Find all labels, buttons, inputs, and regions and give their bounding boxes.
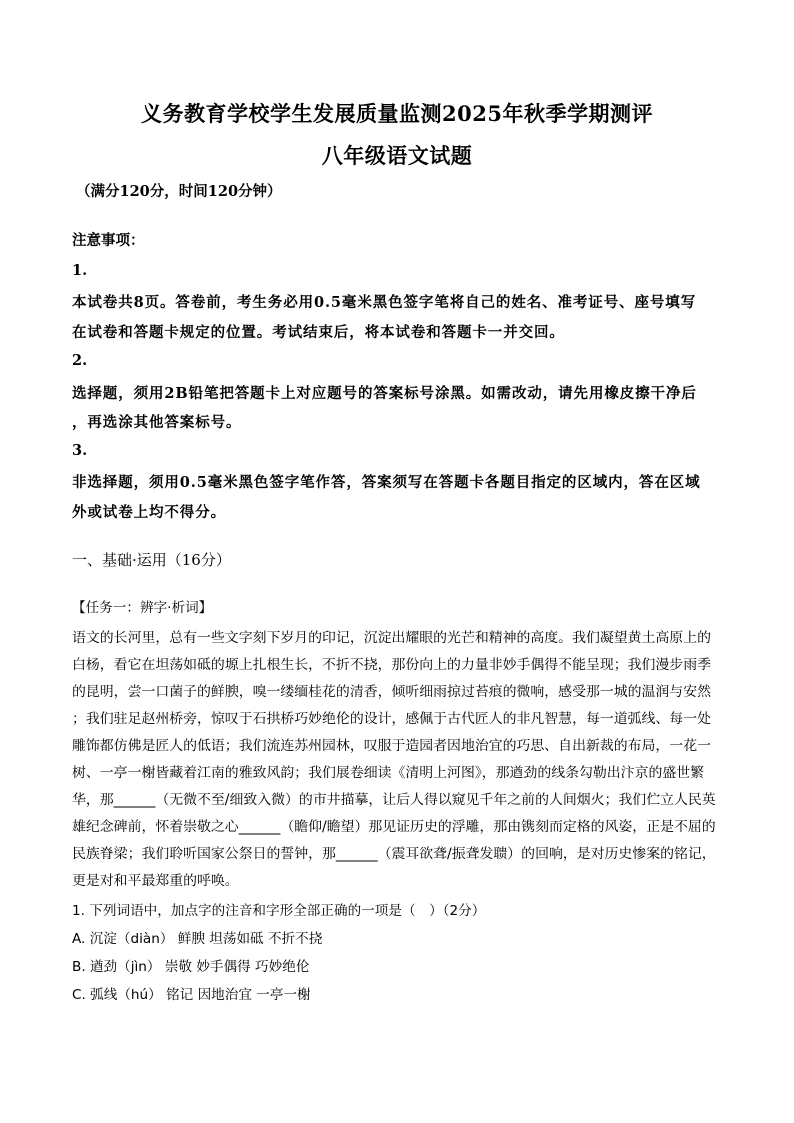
passage-line: 树、一亭一榭皆藏着江南的雅致风韵；我们展卷细读《清明上河图》，那遒劲的线条勾勒出汴京的盛世繁 (72, 765, 705, 781)
note-text: 本试卷共8页。答卷前，考生务必用0.5毫米黑色签字笔将自己的姓名、准考证号、座号填写 (72, 294, 697, 311)
note-text: ，再选涂其他答案标号。 (72, 414, 242, 431)
passage-line: 语文的长河里，总有一些文字刻下岁月的印记，沉淀出耀眼的光芒和精神的高度。我们凝望黄土高原上的 (72, 630, 711, 646)
section-heading: 一、基础·运用（16分） (72, 551, 231, 569)
note-number: 2. (72, 352, 88, 369)
task-heading: 【任务一：辨字·析词】 (72, 600, 213, 616)
passage-line: ；我们驻足赵州桥旁，惊叹于石拱桥巧妙绝伦的设计，感佩于古代匠人的非凡智慧，每一道弧线、每一处 (72, 711, 711, 727)
option-a: A. 沉淀（diàn） 鲜腴 坦荡如砥 不折不挠 (72, 931, 323, 947)
exam-subtitle: 八年级语文试题 (321, 143, 473, 168)
passage-line: 华，那______（无微不至/细致入微）的市井描摹，让后人得以窥见千年之前的人间烟火；我们伫立人民英 (72, 792, 716, 808)
option-b: B. 遒劲（jìn） 崇敬 妙手偶得 巧妙绝伦 (72, 959, 310, 975)
passage-line: 白杨，看它在坦荡如砥的塬上扎根生长，不折不挠，那份向上的力量非妙手偶得不能呈现；我们漫步雨季 (72, 657, 711, 673)
score-time: （满分120分，时间120分钟） (76, 183, 282, 200)
question-1: 1. 下列词语中，加点字的注音和字形全部正确的一项是（ ）（2分） (72, 903, 486, 919)
passage-line: 更是对和平最郑重的呼唤。 (72, 873, 239, 889)
passage-line: 的昆明，尝一口菌子的鲜腴，嗅一缕缅桂花的清香，倾听细雨掠过苔痕的微响，感受那一城的温润与安然 (72, 684, 711, 700)
note-number: 3. (72, 442, 88, 459)
notes-heading: 注意事项： (72, 232, 145, 249)
option-c: C. 弧线（hú） 铭记 因地治宜 一亭一榭 (72, 987, 311, 1003)
note-text: 在试卷和答题卡规定的位置。考试结束后，将本试卷和答题卡一并交回。 (72, 324, 565, 341)
note-text: 非选择题，须用0.5毫米黑色签字笔作答，答案须写在答题卡各题目指定的区域内，答在区域 (72, 474, 701, 491)
note-number: 1. (72, 262, 88, 279)
passage-line: 民族脊梁；我们聆听国家公祭日的誓钟，那______（震耳欲聋/振聋发聩）的回响，是对历史惨案的铭记， (72, 846, 716, 862)
note-text: 外或试卷上均不得分。 (72, 504, 226, 521)
note-text: 选择题，须用2B铅笔把答题卡上对应题号的答案标号涂黑。如需改动，请先用橡皮擦干净后 (72, 385, 697, 402)
passage-line: 雕饰都仿佛是匠人的低语；我们流连苏州园林，叹服于造园者因地治宜的巧思、自出新裁的布局，一花一 (72, 738, 711, 754)
exam-title: 义务教育学校学生发展质量监测2025年秋季学期测评 (141, 101, 653, 126)
passage-line: 雄纪念碑前，怀着崇敬之心______（瞻仰/瞻望）那见证历史的浮雕，那由镌刻而定格的风姿，正是不屈的 (72, 819, 716, 835)
